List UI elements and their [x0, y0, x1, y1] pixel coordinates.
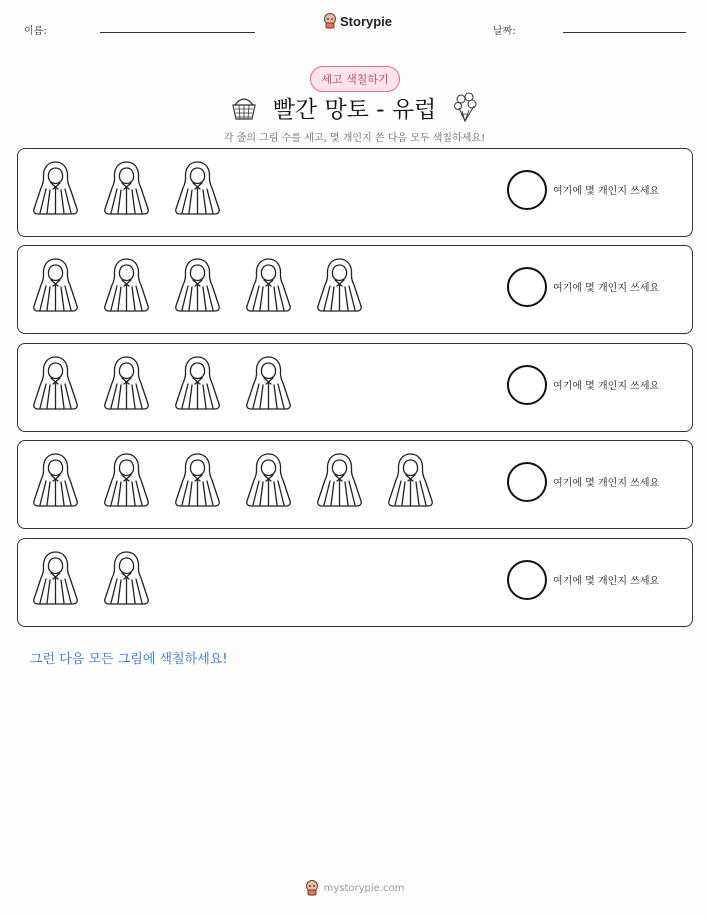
answer-circle[interactable]	[507, 365, 547, 405]
hooded-cape-icon[interactable]	[314, 451, 365, 511]
activity-badge: 세고 색칠하기	[310, 66, 400, 92]
figures-row-1	[30, 159, 223, 219]
hooded-cape-icon[interactable]	[30, 159, 81, 219]
hooded-cape-icon[interactable]	[385, 451, 436, 511]
brand-logo	[323, 13, 392, 29]
hooded-cape-icon[interactable]	[243, 256, 294, 316]
hooded-cape-icon[interactable]	[314, 256, 365, 316]
name-label: 이름:	[24, 26, 47, 37]
hooded-cape-icon[interactable]	[243, 354, 294, 414]
hooded-cape-icon[interactable]	[101, 159, 152, 219]
page-title: 빨간 망토 - 유럽	[272, 96, 437, 123]
basket-icon	[229, 92, 259, 122]
figures-row-3	[30, 354, 294, 414]
hooded-cape-icon[interactable]	[30, 256, 81, 316]
hooded-cape-icon[interactable]	[101, 256, 152, 316]
answer-label: 여기에 몇 개인지 쓰세요	[553, 283, 660, 294]
instructions-subtitle: 각 줄의 그림 수를 세고, 몇 개인지 쓴 다음 모두 색칠하세요!	[223, 133, 486, 144]
answer-circle[interactable]	[507, 170, 547, 210]
hooded-cape-icon[interactable]	[101, 354, 152, 414]
storypie-mascot-icon	[305, 880, 319, 896]
count-row-3	[17, 343, 693, 432]
hooded-cape-icon[interactable]	[172, 354, 223, 414]
brand-name: Storypie	[340, 13, 393, 29]
footer-url[interactable]: mystorypie.com	[323, 882, 405, 894]
title-row	[0, 90, 709, 124]
hooded-cape-icon[interactable]	[172, 451, 223, 511]
answer-label: 여기에 몇 개인지 쓰세요	[553, 478, 660, 489]
count-row-1	[17, 148, 693, 237]
hooded-cape-icon[interactable]	[30, 549, 81, 609]
name-line	[100, 32, 255, 33]
color-instruction: 그런 다음 모든 그림에 색칠하세요!	[30, 652, 228, 667]
hooded-cape-icon[interactable]	[30, 354, 81, 414]
date-label: 날짜:	[493, 26, 516, 37]
answer-label: 여기에 몇 개인지 쓰세요	[553, 576, 660, 587]
answer-label: 여기에 몇 개인지 쓰세요	[553, 186, 660, 197]
answer-circle[interactable]	[507, 267, 547, 307]
figures-row-2	[30, 256, 365, 316]
hooded-cape-icon[interactable]	[172, 256, 223, 316]
hooded-cape-icon[interactable]	[101, 549, 152, 609]
figures-row-5	[30, 549, 152, 609]
hooded-cape-icon[interactable]	[101, 451, 152, 511]
count-row-4	[17, 440, 693, 529]
date-line	[563, 32, 686, 33]
hooded-cape-icon[interactable]	[243, 451, 294, 511]
figures-row-4	[30, 451, 436, 511]
footer	[0, 880, 709, 896]
flower-bouquet-icon	[450, 91, 480, 123]
hooded-cape-icon[interactable]	[172, 159, 223, 219]
storypie-mascot-icon	[323, 13, 337, 29]
hooded-cape-icon[interactable]	[30, 451, 81, 511]
count-row-2	[17, 245, 693, 334]
count-row-5	[17, 538, 693, 627]
answer-circle[interactable]	[507, 560, 547, 600]
answer-label: 여기에 몇 개인지 쓰세요	[553, 381, 660, 392]
answer-circle[interactable]	[507, 462, 547, 502]
